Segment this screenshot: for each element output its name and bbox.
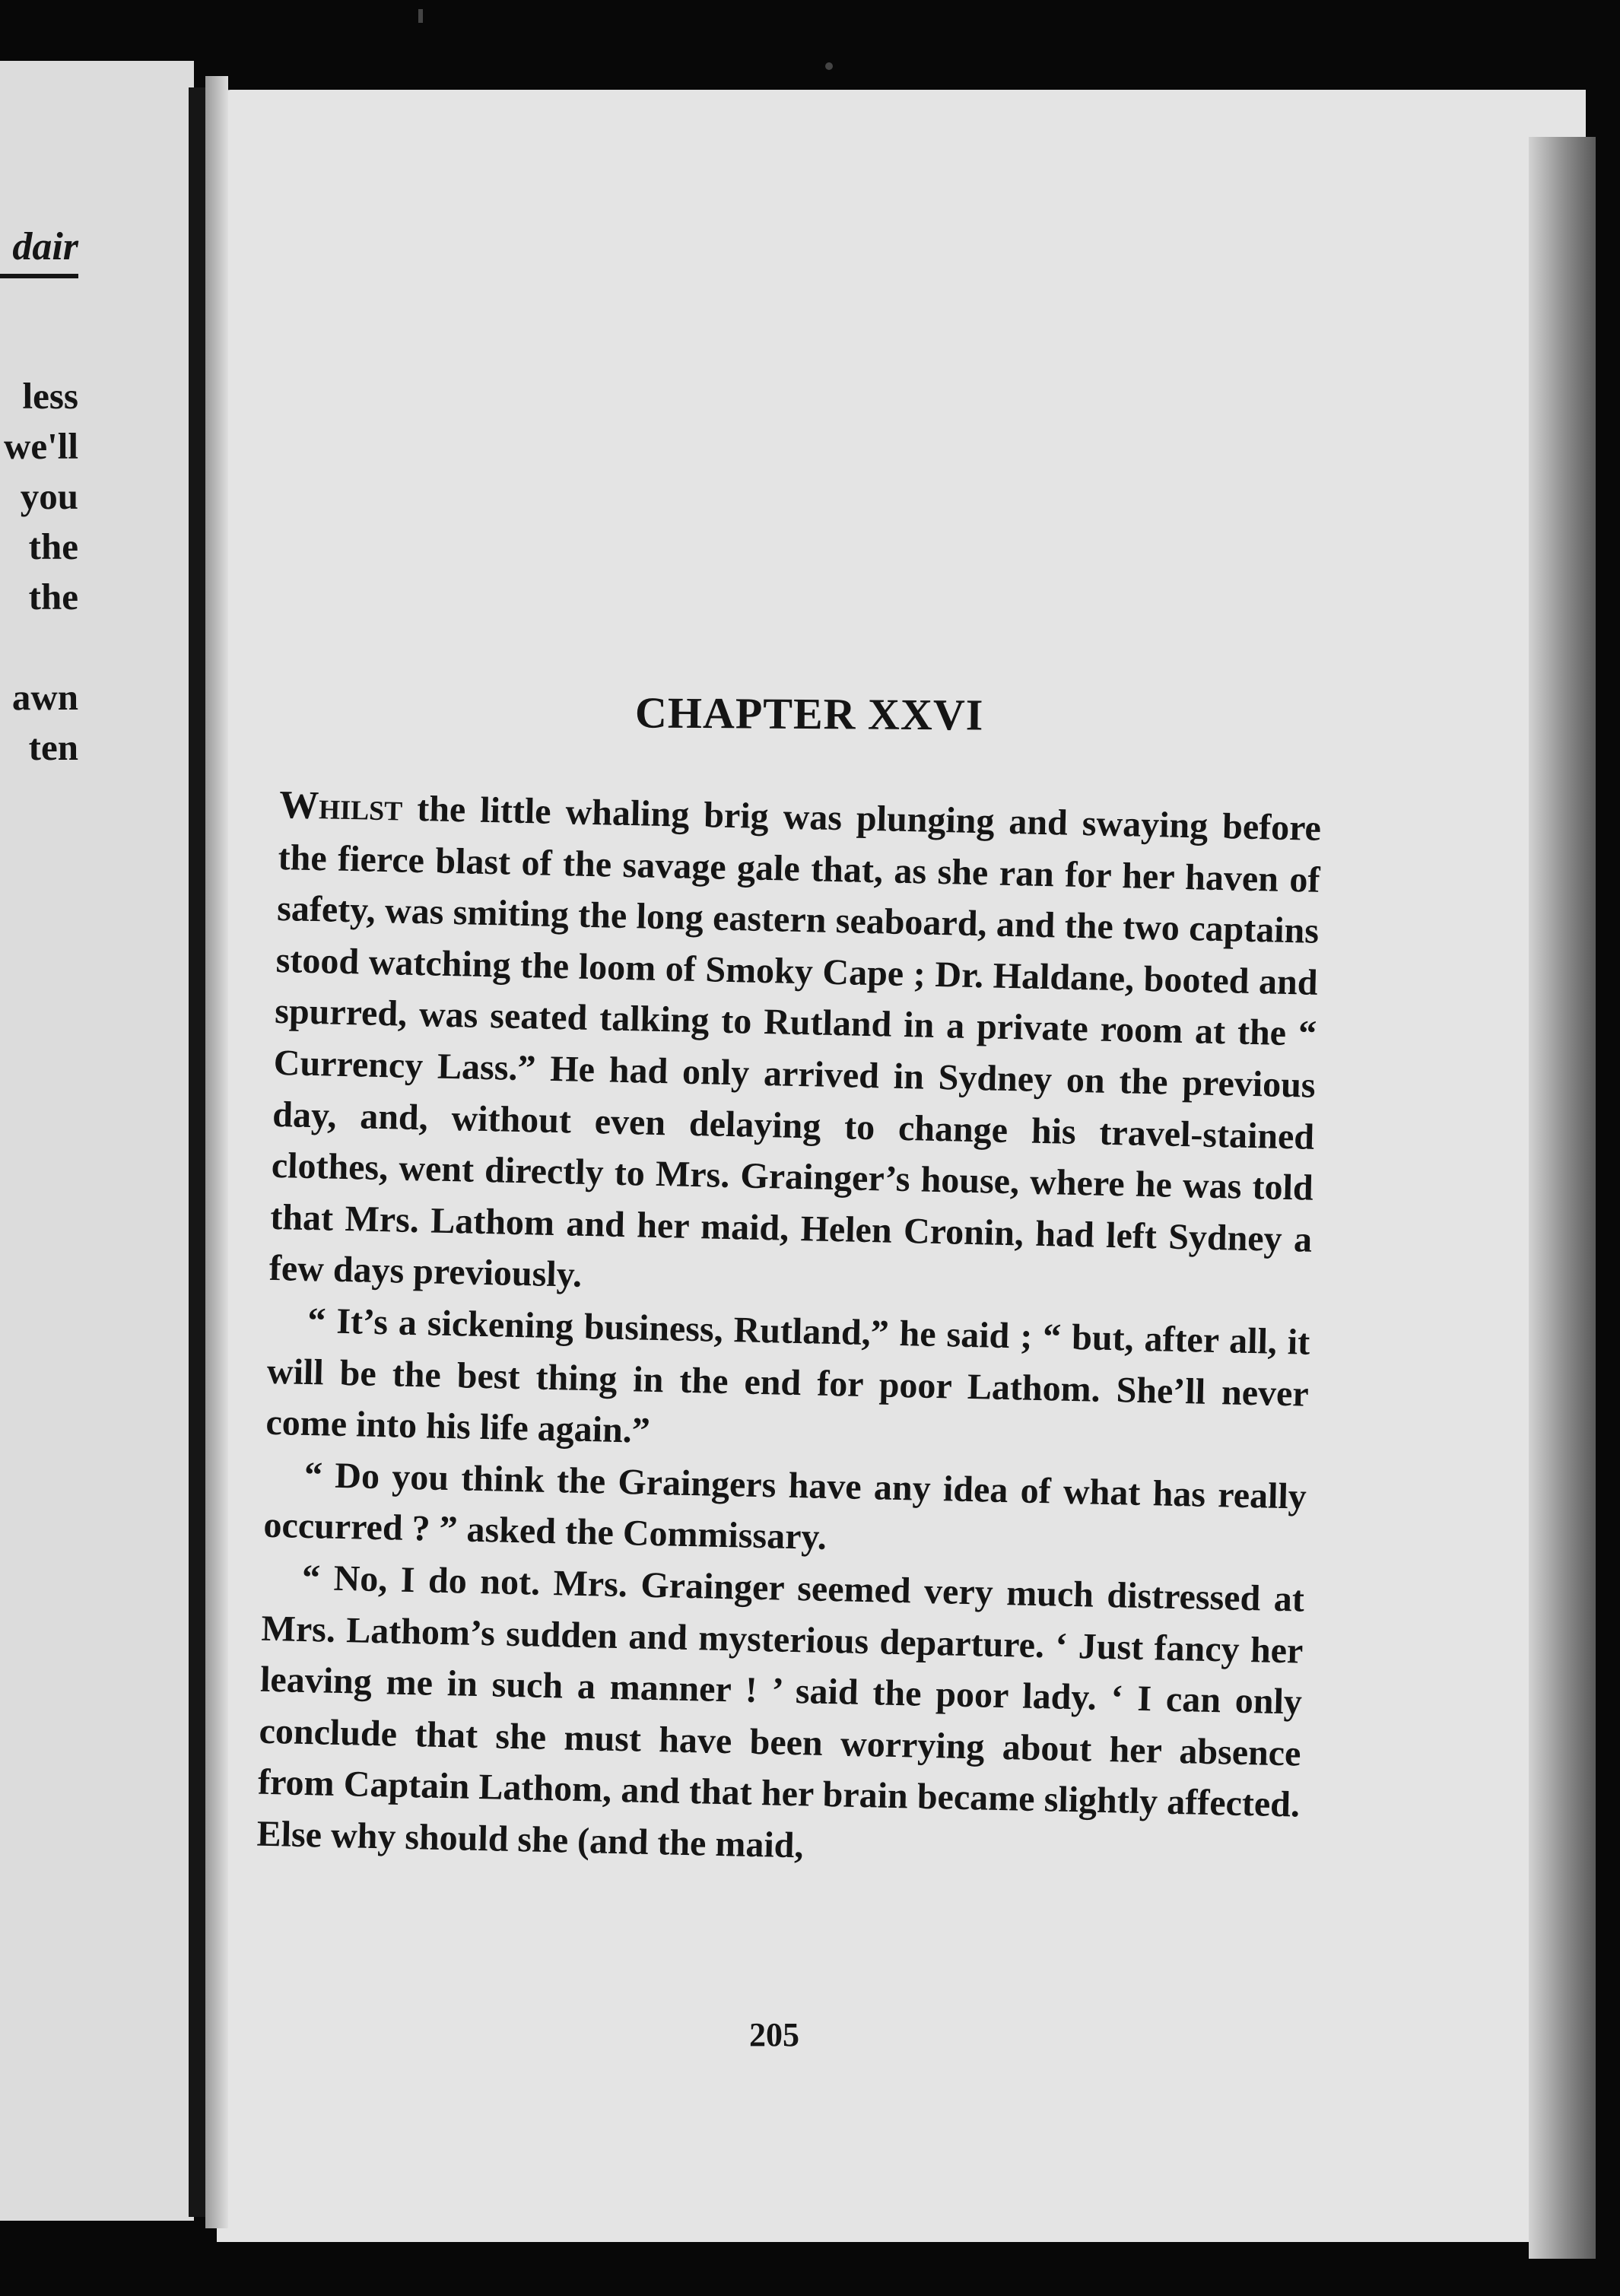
chapter-heading: CHAPTER XXVI [634, 688, 984, 740]
page-edge [1529, 137, 1596, 2259]
stray-mark [825, 62, 833, 70]
left-fragment: less [22, 375, 78, 417]
left-fragment: awn [11, 676, 78, 718]
paragraph-3: “ Do you think the Graingers have any idea of what has really occurred ? ” asked the Commissary. [263, 1454, 1307, 1558]
left-fragment: you [20, 475, 78, 517]
left-fragment: the [28, 576, 78, 618]
paragraph-1 [268, 780, 1321, 1317]
body-text [256, 780, 1322, 1882]
paragraph-2: “ It’s a sickening business, Rutland,” he said ; “ but, after all, it will be the best thing in the end for poor Lathom. She’ll never come into his life again.” [265, 1300, 1310, 1451]
paragraph-4: “ No, I do not. Mrs. Grainger seemed very much distressed at Mrs. Lathom’s sudden and mysterious departure. ‘ Just fancy her leaving me in such a manner ! ’ said the poor lady. ‘ I can only conclude that she must have been worrying about her absence from Captain Lathom, and that her brain became slightly affected. Else why should she (and the maid, [256, 1557, 1305, 1866]
left-line-fragments [4, 371, 78, 773]
left-fragment: we'll [4, 425, 78, 467]
gutter-shadow [205, 76, 228, 2228]
page-number: 205 [749, 2016, 799, 2053]
left-page [0, 61, 194, 2221]
paragraph-text: the little whaling brig was plunging and swaying before the fierce blast of the savage gale that, as she ran for her haven of safety, was smiting the long eastern seaboard, and the two captains stood watching the loom of Smoky Cape ; Dr. Haldane, booted and spurred, was seated talking to Rutland in a private room at the “ Currency Lass.” He had only arrived in Sydney on the previous day, and, without even delaying to change his travel-stained clothes, went directly to Mrs. Grainger’s house, where he was told that Mrs. Lathom and her maid, Helen Cronin, had left Sydney a few days previously. [268, 788, 1322, 1296]
stray-mark [418, 9, 423, 23]
opening-word: Whilst [278, 783, 403, 830]
left-fragment [4, 622, 78, 672]
left-running-head: dair [0, 224, 78, 278]
left-fragment: the [28, 526, 78, 567]
left-fragment: ten [28, 726, 78, 768]
book-gutter [189, 87, 205, 2217]
